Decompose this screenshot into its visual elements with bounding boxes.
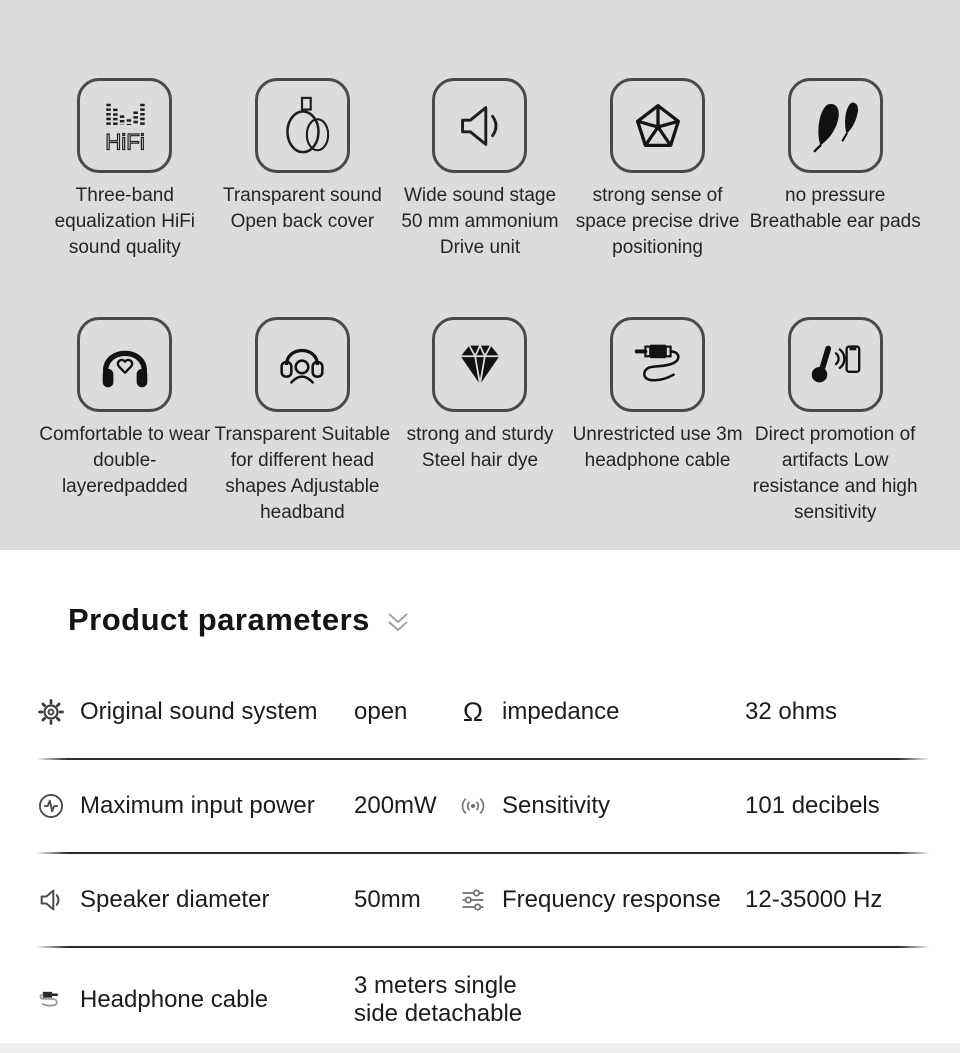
signal-icon	[458, 793, 488, 819]
param-row-speaker-diameter	[36, 854, 930, 946]
param-value: 32 ohms	[745, 698, 838, 725]
feature-sturdy	[391, 317, 569, 526]
param-label: impedance	[502, 698, 620, 725]
feature-comfortable	[36, 317, 214, 526]
param-value: 101 decibels	[745, 792, 880, 819]
key-phone-icon	[788, 317, 883, 412]
feature-label: Wide sound stage 50 mm ammonium Drive unit	[401, 185, 559, 258]
sliders-icon	[458, 886, 488, 914]
feature-cable-3m	[569, 317, 747, 526]
feature-label: Comfortable to wear double- layeredpadded	[39, 424, 211, 497]
feature-space	[569, 78, 747, 261]
feature-label: Transparent Suitable for different head shapes Adjustable headband	[214, 424, 391, 523]
pentagon-icon	[610, 78, 705, 173]
diamond-icon	[432, 317, 527, 412]
headphones-person-icon	[255, 317, 350, 412]
svg-text:HiFi: HiFi	[105, 128, 145, 154]
param-label: Speaker diameter	[80, 886, 270, 913]
feature-no-pressure	[746, 78, 924, 261]
param-value: 12-35000 Hz	[745, 886, 883, 913]
omega-icon: Ω	[462, 696, 484, 727]
feature-label: Direct promotion of artifacts Low resistance and high sensitivity	[752, 424, 918, 523]
feature-low-resistance	[746, 317, 924, 526]
param-value: 200mW	[354, 792, 437, 819]
feature-label: strong and sturdy Steel hair dye	[406, 424, 554, 471]
bottom-strip	[0, 1043, 960, 1053]
feature-sound-stage	[391, 78, 569, 261]
feature-label: no pressure Breathable ear pads	[749, 185, 921, 232]
param-label: Headphone cable	[80, 986, 269, 1013]
param-value: 50mm	[354, 886, 421, 913]
params-heading: Product parameters	[68, 602, 370, 637]
param-row-sound-system	[36, 666, 930, 758]
feature-hifi	[36, 78, 214, 261]
open-back-rings-icon	[255, 78, 350, 173]
hifi-equalizer-icon	[77, 78, 172, 173]
jack-cable-icon	[610, 317, 705, 412]
feature-row-1	[0, 78, 960, 261]
param-label: Frequency response	[502, 886, 721, 913]
feature-label: Unrestricted use 3m headphone cable	[572, 424, 743, 471]
feature-label: strong sense of space precise drive positioning	[575, 185, 740, 258]
speaker-horn-icon	[432, 78, 527, 173]
headphones-heart-icon	[77, 317, 172, 412]
param-row-headphone-cable	[36, 948, 930, 1052]
feature-open-back	[214, 78, 392, 261]
feature-adjustable	[214, 317, 392, 526]
feature-label: Three-band equalization HiFi sound quality	[54, 185, 196, 258]
param-label: Original sound system	[80, 698, 318, 725]
param-label: Sensitivity	[502, 792, 611, 819]
chevron-down-icon	[384, 610, 412, 636]
feathers-icon	[788, 78, 883, 173]
gear-icon	[36, 698, 66, 726]
product-parameters-section	[0, 550, 960, 1052]
speaker-icon	[36, 886, 66, 914]
feature-label: Transparent sound Open back cover	[222, 185, 382, 232]
cable-icon	[36, 986, 66, 1014]
param-value: 3 meters single side detachable	[354, 972, 523, 1027]
param-row-input-power	[36, 760, 930, 852]
param-label: Maximum input power	[80, 792, 315, 819]
pulse-icon	[36, 792, 66, 820]
param-value: open	[354, 698, 408, 725]
feature-row-2	[0, 317, 960, 526]
